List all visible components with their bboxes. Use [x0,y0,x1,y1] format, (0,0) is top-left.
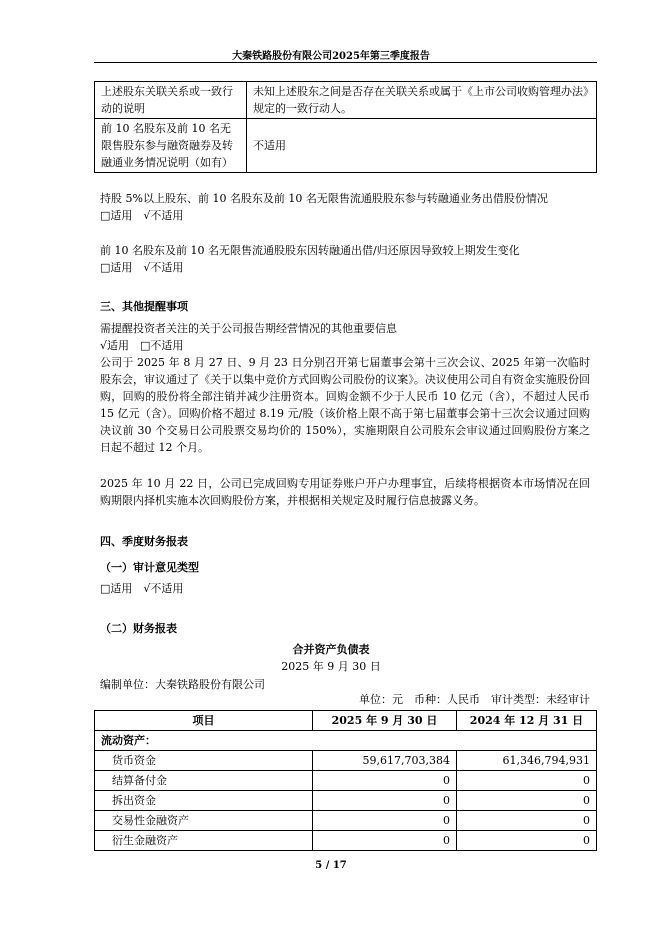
row-value-2025: 0 [313,831,457,851]
current-assets-label: 流动资产： [95,731,597,751]
shareholder-notes-table [94,81,597,173]
change-statement: 前 10 名股东及前 10 名无限售流通股股东因转融通出借/归还原因导致较上期发生变化 [100,244,520,257]
audit-opinion-heading: （一）审计意见类型 [100,561,199,574]
row-value-2024: 61,346,794,931 [457,751,597,771]
row-value-2024: 0 [457,811,597,831]
row-item: 货币资金 [95,751,313,771]
row-value-2024: 0 [457,771,597,791]
balance-sheet-title: 合并资产负债表 [292,643,370,656]
lending-options: □适用 √不适用 [100,209,184,222]
table-row [95,831,597,851]
balance-sheet-date: 2025 年 9 月 30 日 [281,660,381,673]
row-value: 不适用 [247,119,597,173]
page-number: 5 / 17 [315,860,347,871]
section3-heading: 三、其他提醒事项 [100,300,188,313]
table-row [95,731,597,751]
row-value-2025: 0 [313,811,457,831]
table-row [95,811,597,831]
table-row [95,771,597,791]
table-row [95,82,597,119]
table-row [95,119,597,173]
column-header-item: 项目 [95,711,313,731]
row-item: 结算备付金 [95,771,313,791]
audit-opinion-options: □适用 √不适用 [100,582,184,595]
balance-sheet-table [94,710,597,851]
table-row [95,791,597,811]
row-value-2024: 0 [457,791,597,811]
row-label: 前 10 名股东及前 10 名无限售股东参与融资融券及转融通业务情况说明（如有） [95,119,247,173]
buyback-progress-paragraph: 2025 年 10 月 22 日，公司已完成回购专用证券账户开户办理事宜，后续将根据资本市场情况在回购期限内择机实施本次回购股份方案，并根据相关规定及时履行信息披露义务。 [100,477,590,507]
row-value-2025: 59,617,703,384 [313,751,457,771]
section4-heading: 四、季度财务报表 [100,535,188,548]
section3-intro: 需提醒投资者关注的关于公司报告期经营情况的其他重要信息 [100,322,397,335]
table-row [95,751,597,771]
row-item: 衍生金融资产 [95,831,313,851]
column-header-2025: 2025 年 9 月 30 日 [313,711,457,731]
row-value: 未知上述股东之间是否存在关联关系或属于《上市公司收购管理办法》规定的一致行动人。 [247,82,597,119]
change-options: □适用 √不适用 [100,261,184,274]
row-value-2025: 0 [313,791,457,811]
lending-statement: 持股 5%以上股东、前 10 名股东及前 10 名无限售流通股股东参与转融通业务出借股份情况 [100,192,548,205]
unit-currency-audit: 单位：元 币种：人民币 审计类型：未经审计 [359,693,590,706]
header-divider [94,62,597,63]
section3-options: √适用 □不适用 [100,339,184,352]
table-header-row [95,711,597,731]
row-value-2025: 0 [313,771,457,791]
row-value-2024: 0 [457,831,597,851]
row-item: 拆出资金 [95,791,313,811]
report-header: 大秦铁路股份有限公司2025年第三季度报告 [232,51,430,62]
preparer-company: 编制单位：大秦铁路股份有限公司 [100,678,265,691]
row-item: 交易性金融资产 [95,811,313,831]
financial-statements-heading: （二）财务报表 [100,622,177,635]
buyback-paragraph: 公司于 2025 年 8 月 27 日、9 月 23 日分别召开第七届董事会第十三次会议、2025 年第一次临时股东会，审议通过了《关于以集中竞价方式回购公司股份的议案》。决议使用公司自有资金实施股份回购，回购的股份将全部注销并减少注册资本。回购金额不少于人民币 10 亿元（含），不超过人民币 15 亿元（含）。回购价格不超过 8.19 元/股（该价格上限不高于第七届董事会第十三次会议通过回购决议前 30 个交易日公司股票交易均价的 150%），实施期限自公司股东会审议通过回购股份方案之日起不超过 12 个月。 [100,356,590,454]
row-label: 上述股东关联关系或一致行动的说明 [95,82,247,119]
column-header-2024: 2024 年 12 月 31 日 [457,711,597,731]
